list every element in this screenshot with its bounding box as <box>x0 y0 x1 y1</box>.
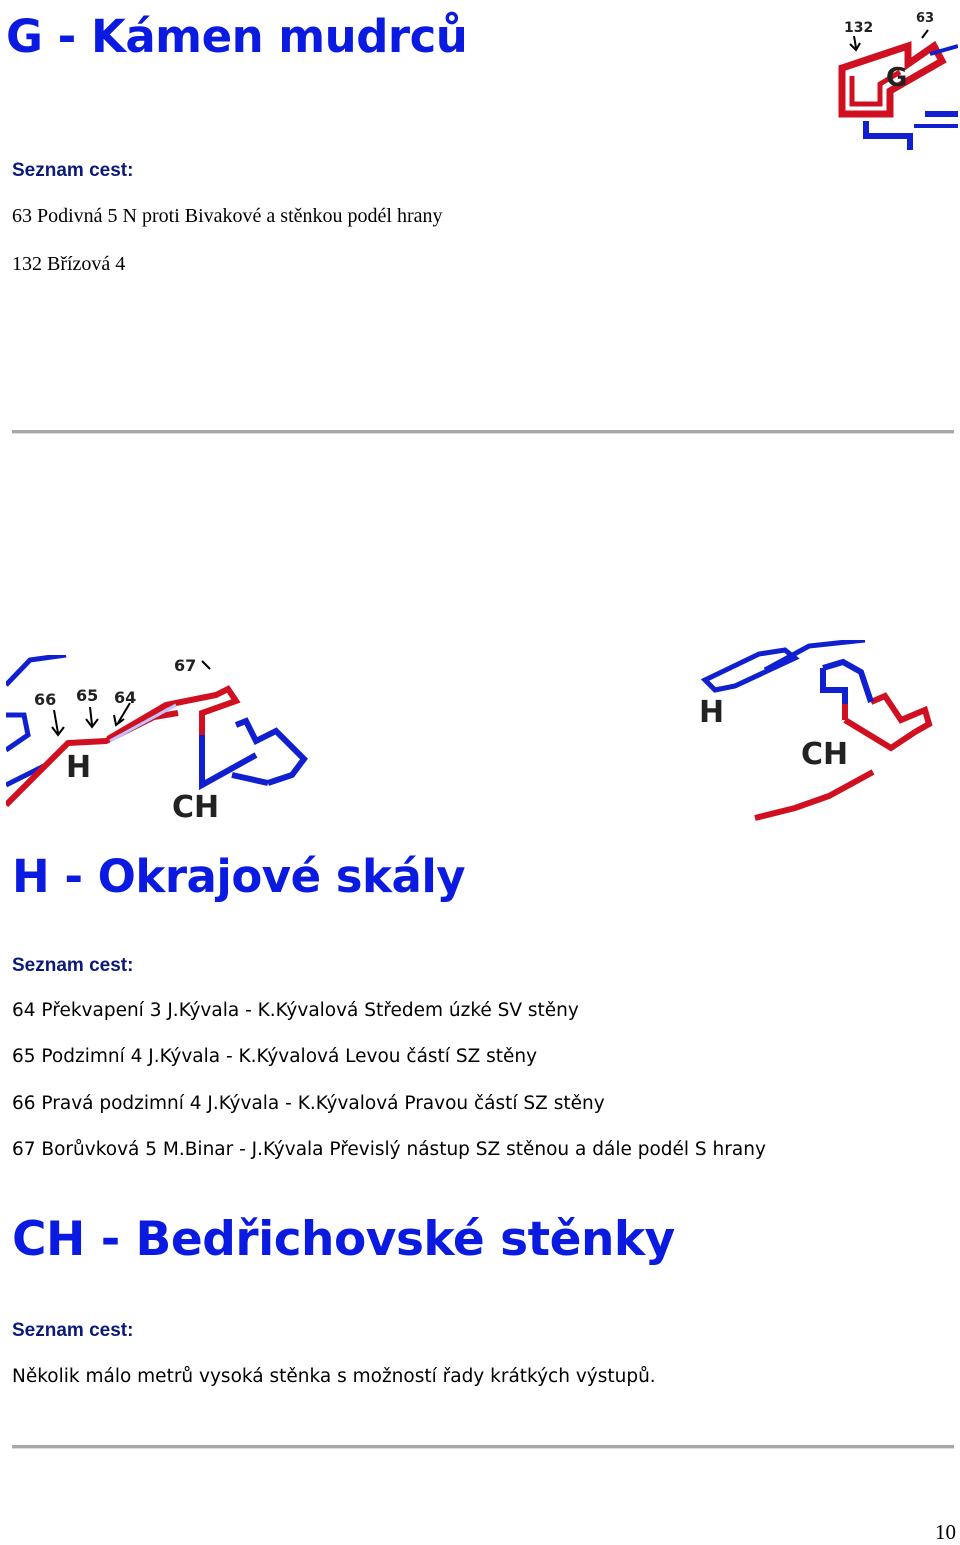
map-g-label-132: 132 <box>844 20 874 36</box>
route-65: 65 Podzimní 4 J.Kývala - K.Kývalová Levou částí SZ stěny <box>12 1046 538 1067</box>
ch-description: Několik málo metrů vysoká stěnka s možností řady krátkých výstupů. <box>12 1366 656 1387</box>
map-g-label-G: G <box>886 63 908 93</box>
map-h-left-label-64: 64 <box>114 688 137 707</box>
page-number: 10 <box>935 1520 956 1544</box>
map-h-right-shapes <box>705 640 929 818</box>
map-h-left <box>6 655 312 819</box>
map-h-left-shapes <box>6 655 304 805</box>
section-title-h: H - Okrajové skály <box>12 850 466 903</box>
map-h-right <box>695 640 958 830</box>
map-h-left-label-H: H <box>66 750 92 785</box>
route-67: 67 Borůvková 5 M.Binar - J.Kývala Převislý nástup SZ stěnou a dále podél S hrany <box>12 1139 766 1160</box>
section-title-g: G - Kámen mudrců <box>6 10 468 63</box>
map-h-left-label-65: 65 <box>76 686 99 705</box>
route-66: 66 Pravá podzimní 4 J.Kývala - K.Kývalová Pravou částí SZ stěny <box>12 1093 605 1114</box>
divider-2 <box>12 1445 954 1449</box>
list-label-g: Seznam cest: <box>12 160 134 181</box>
divider-1 <box>12 430 954 434</box>
map-h-right-label-CH: CH <box>801 737 849 772</box>
route-132: 132 Břízová 4 <box>12 253 126 275</box>
map-h-left-label-CH: CH <box>172 790 220 819</box>
map-g <box>830 6 958 150</box>
list-label-h: Seznam cest: <box>12 955 134 976</box>
list-label-ch: Seznam cest: <box>12 1320 134 1341</box>
route-63: 63 Podivná 5 N proti Bivakové a stěnkou podél hrany <box>12 205 443 227</box>
map-h-left-label-66: 66 <box>34 690 57 709</box>
map-h-left-label-67: 67 <box>174 656 197 675</box>
route-64: 64 Překvapení 3 J.Kývala - K.Kývalová Středem úzké SV stěny <box>12 1000 579 1021</box>
map-h-right-label-H: H <box>699 695 725 730</box>
map-g-label-63: 63 <box>916 11 935 26</box>
section-title-ch: CH - Bedřichovské stěnky <box>12 1212 675 1267</box>
